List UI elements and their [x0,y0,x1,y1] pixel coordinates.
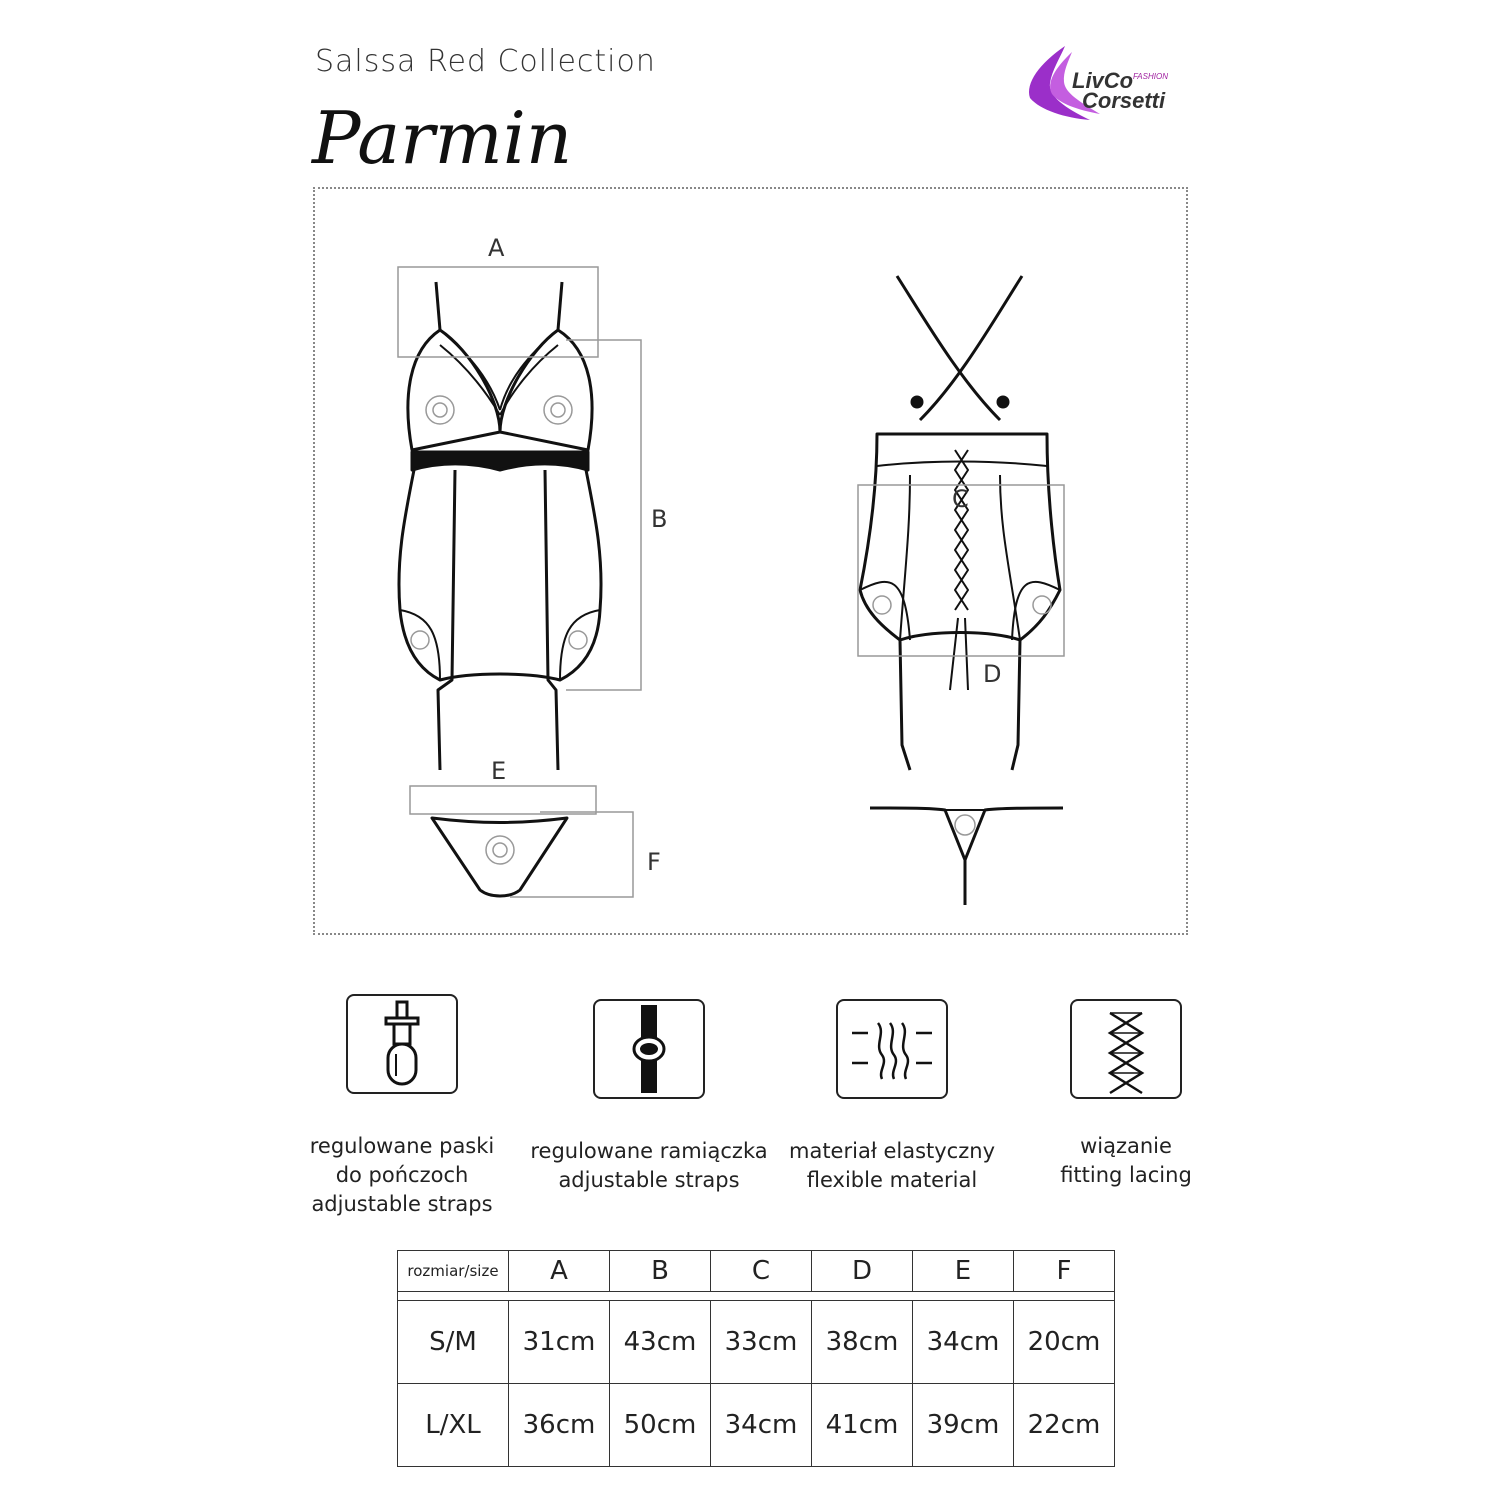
back-lacing [955,450,968,610]
logo-text-fashion: FASHION [1133,72,1168,81]
size-table [397,1250,1115,1467]
logo-text-corsetti: Corsetti [1082,88,1166,113]
feature-text-adjustable-straps: regulowane ramiączka adjustable straps [530,1139,768,1192]
feature-text-fitting-lacing: wiązanie fitting lacing [1060,1134,1192,1187]
table-row [398,1384,1115,1467]
dimension-label-c: C [952,485,969,513]
front-garter-left [438,470,455,770]
header-size: rozmiar/size [398,1251,509,1292]
collection-title: Salssa Red Collection [315,44,656,79]
front-cup-right [500,330,592,450]
table-cell: 22cm [1014,1384,1115,1467]
front-underband [412,452,588,470]
table-cell: 43cm [610,1301,711,1384]
back-garter-right [1012,640,1020,770]
stretch-fabric-icon [836,999,948,1099]
table-cell: 50cm [610,1384,711,1467]
dimension-label-b: B [651,505,668,533]
size-label: L/XL [398,1384,509,1467]
logo-text-livco: LivCo [1072,68,1134,93]
measure-e-box [410,786,596,814]
product-name: Parmin [312,96,573,180]
table-row [398,1301,1115,1384]
header-e: E [913,1251,1014,1292]
header-b: B [610,1251,711,1292]
table-cell: 39cm [913,1384,1014,1467]
table-cell: 34cm [711,1384,812,1467]
feature-text-flexible-material: materiał elastyczny flexible material [789,1139,995,1192]
table-spacer-cell [398,1292,1115,1301]
header-a: A [509,1251,610,1292]
size-table-header [398,1251,1115,1292]
strap-buckle-icon [593,999,705,1099]
back-garter-left [900,640,910,770]
table-cell: 34cm [913,1301,1014,1384]
front-strap-right [558,282,562,330]
table-cell: 33cm [711,1301,812,1384]
dimension-label-d: D [983,660,1002,688]
table-cell: 20cm [1014,1301,1115,1384]
front-body-outline [399,470,601,680]
dimension-label-e: E [491,757,507,785]
garter-clip-icon [346,994,458,1094]
front-strap-left [436,282,440,330]
lacing-icon [1070,999,1182,1099]
front-cup-left [408,330,500,450]
front-garter-right [545,470,558,770]
table-cell: 41cm [812,1384,913,1467]
measure-f-bracket [510,812,633,897]
dimension-label-f: F [647,848,661,876]
dimension-label-a: A [488,234,505,262]
table-cell: 38cm [812,1301,913,1384]
feature-text-garter-straps: regulowane paski do pończoch adjustable straps [309,1134,495,1216]
table-cell: 31cm [509,1301,610,1384]
measure-b-bracket [566,340,641,690]
measure-a-box [398,267,598,357]
back-thong [870,808,1063,905]
table-cell: 36cm [509,1384,610,1467]
size-label: S/M [398,1301,509,1384]
header-f: F [1014,1251,1115,1292]
header-c: C [711,1251,812,1292]
table-spacer [398,1292,1115,1301]
header-d: D [812,1251,913,1292]
